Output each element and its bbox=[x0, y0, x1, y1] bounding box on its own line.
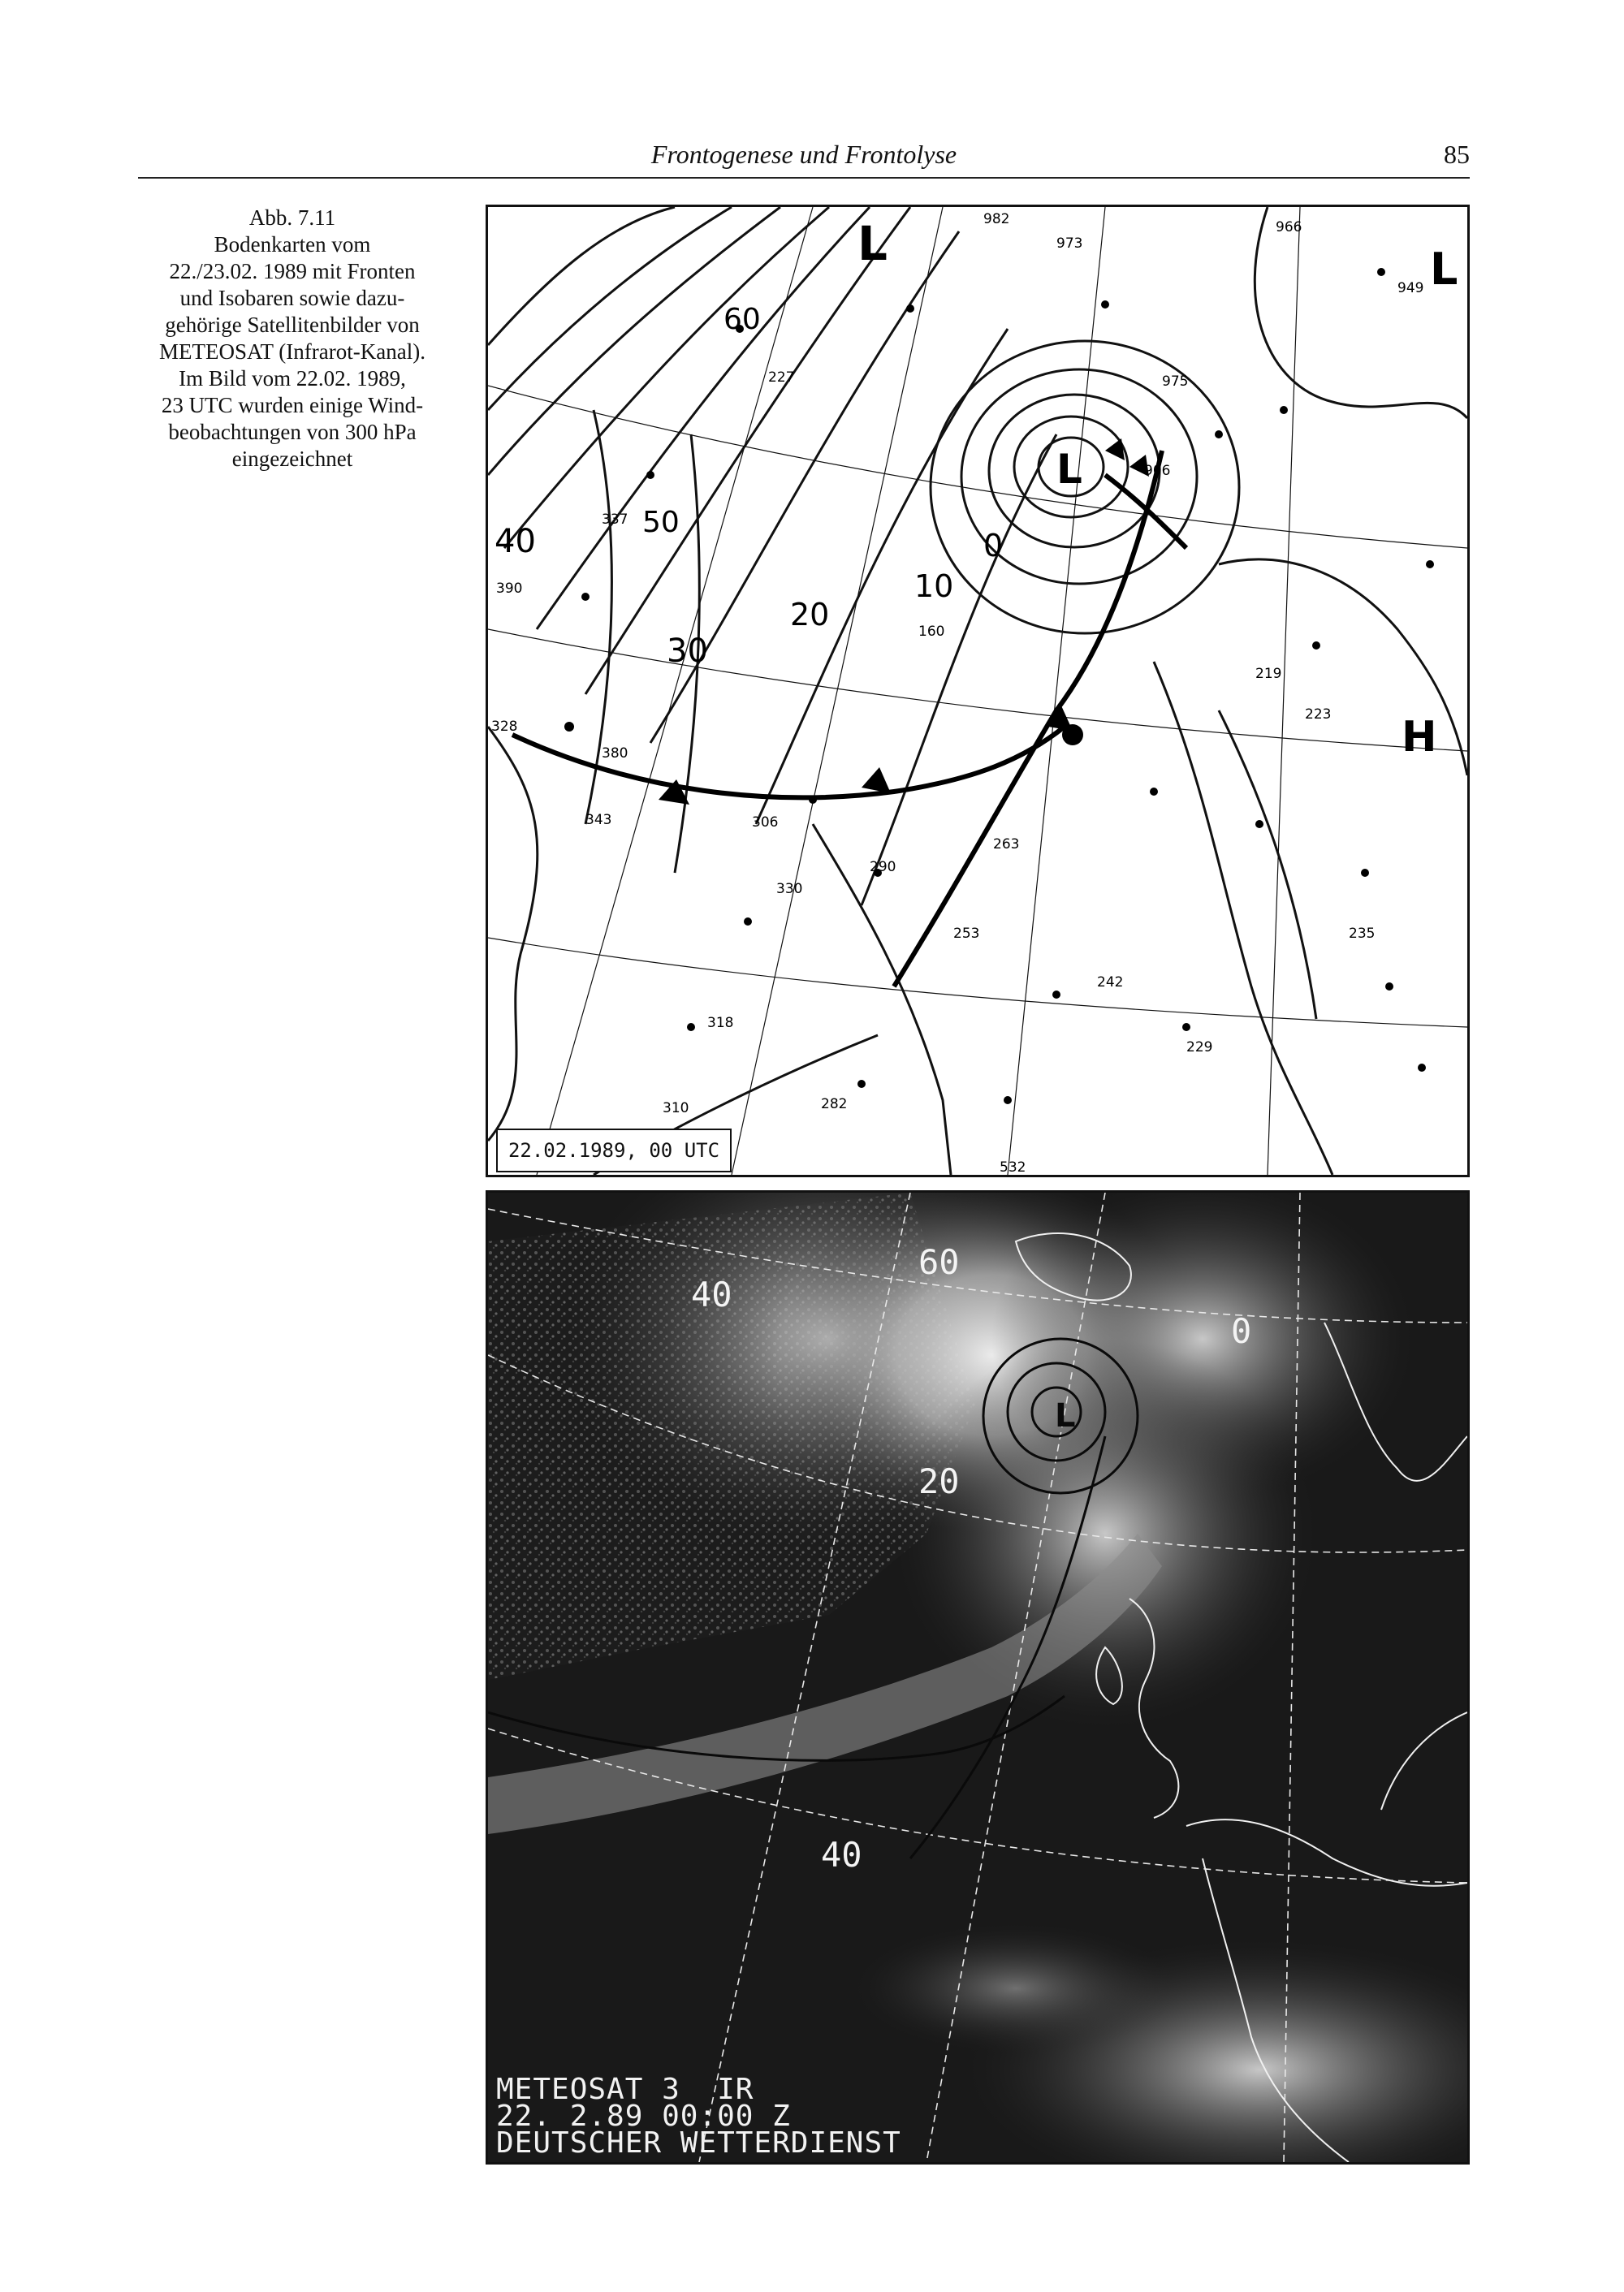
latitude-label: 50 bbox=[642, 506, 680, 539]
grid-label: 40 bbox=[821, 1835, 862, 1875]
front-symbols bbox=[659, 438, 1149, 805]
front-symbol bbox=[862, 767, 891, 793]
low-center-label: L bbox=[857, 216, 888, 271]
longitude-line bbox=[1268, 207, 1300, 1175]
station-value: 227 bbox=[768, 369, 795, 386]
header-rule bbox=[138, 177, 1470, 179]
grid-label: 20 bbox=[918, 1461, 960, 1501]
caption-line: Abb. 7.11 bbox=[248, 205, 336, 230]
station-value: 242 bbox=[1097, 974, 1124, 991]
weather-map-drawing bbox=[488, 207, 1467, 1175]
running-title: Frontogenese und Frontolyse bbox=[650, 140, 957, 169]
satellite-image-drawing bbox=[488, 1193, 1467, 2162]
latitude-label: 60 bbox=[723, 303, 761, 336]
cold-front-line bbox=[894, 451, 1162, 986]
longitude-label: 40 bbox=[699, 329, 701, 330]
meteosat-ir-image bbox=[486, 1190, 1470, 2165]
isobar bbox=[1255, 207, 1467, 418]
grid-label: 60 bbox=[918, 1242, 960, 1282]
caption-line: METEOSAT (Infrarot-Kanal). bbox=[159, 339, 425, 364]
station-value: 906 bbox=[1144, 463, 1171, 479]
longitude-label: 0 bbox=[983, 528, 1004, 563]
caption-line: 23 UTC wurden einige Wind- bbox=[161, 393, 424, 417]
longitude-line bbox=[732, 207, 943, 1175]
latitude-line bbox=[488, 386, 1467, 548]
low-isobar-ring bbox=[931, 341, 1239, 633]
caption-line: gehörige Satellitenbilder von bbox=[165, 313, 420, 337]
latitude-label: 40 bbox=[495, 523, 536, 560]
station-value: 318 bbox=[707, 1015, 734, 1031]
low-center-label: L bbox=[1055, 1397, 1076, 1435]
station-value: 380 bbox=[602, 745, 628, 762]
low-center-label: L bbox=[1056, 446, 1082, 493]
low-center-label: L bbox=[1430, 244, 1458, 295]
station-plot-dots bbox=[564, 268, 1434, 1104]
longitude-label: 10 bbox=[914, 568, 954, 604]
station-value: 532 bbox=[1000, 1159, 1026, 1175]
station-value: 330 bbox=[776, 881, 803, 897]
caption-line: beobachtungen von 300 hPa bbox=[168, 420, 417, 444]
isobar bbox=[862, 434, 1056, 905]
isobar bbox=[488, 207, 675, 345]
stamp-line: DEUTSCHER WETTERDIENST bbox=[496, 2126, 901, 2160]
station-value: 310 bbox=[663, 1100, 689, 1116]
isobar bbox=[813, 824, 951, 1175]
map-date-label: 22.02.1989, 00 UTC bbox=[496, 1129, 732, 1172]
isobar bbox=[585, 410, 611, 824]
station-value: 290 bbox=[870, 859, 896, 875]
station-value: 328 bbox=[491, 719, 518, 735]
figure-caption bbox=[122, 205, 463, 473]
grid-label: 0 bbox=[1231, 1311, 1252, 1351]
station-value: 263 bbox=[993, 836, 1020, 852]
isobar bbox=[488, 207, 732, 410]
station-value: 306 bbox=[752, 814, 779, 831]
stamp-line: METEOSAT 3 IR bbox=[496, 2073, 754, 2106]
running-head bbox=[138, 136, 1470, 179]
longitude-line bbox=[1008, 207, 1105, 1175]
longitude-label: 20 bbox=[790, 597, 830, 632]
station-value: 253 bbox=[953, 926, 980, 942]
station-value: 235 bbox=[1349, 926, 1376, 942]
station-value: 343 bbox=[585, 812, 612, 828]
isobar bbox=[488, 207, 780, 475]
station-value: 973 bbox=[1056, 235, 1083, 252]
isobar bbox=[537, 207, 870, 629]
high-center-label: H bbox=[1402, 713, 1437, 762]
station-value: 390 bbox=[496, 581, 523, 597]
stamp-line: 22. 2.89 00:00 Z bbox=[496, 2100, 791, 2133]
caption-line: und Isobaren sowie dazu- bbox=[179, 286, 405, 310]
station-value: 966 bbox=[1276, 219, 1302, 235]
station-value: 160 bbox=[918, 624, 945, 640]
station-value: 282 bbox=[821, 1096, 848, 1112]
surface-weather-map bbox=[486, 205, 1470, 1177]
station-value: 229 bbox=[1186, 1039, 1213, 1055]
station-value: 982 bbox=[983, 211, 1010, 227]
warm-front-line bbox=[512, 727, 1065, 797]
page-number: 85 bbox=[1444, 140, 1470, 169]
isobar bbox=[1219, 710, 1316, 1019]
satellite-stamp bbox=[496, 2073, 901, 2160]
caption-line: Bodenkarten vom bbox=[214, 232, 371, 257]
latitude-line bbox=[488, 938, 1467, 1027]
caption-line: Im Bild vom 22.02. 1989, bbox=[179, 366, 406, 391]
caption-line: eingezeichnet bbox=[231, 447, 353, 471]
cloud-mass bbox=[853, 1923, 1178, 2053]
caption-line: 22./23.02. 1989 mit Fronten bbox=[169, 259, 416, 283]
isobar bbox=[1154, 662, 1332, 1175]
longitude-label: 30 bbox=[667, 632, 708, 670]
grid-label: 40 bbox=[691, 1275, 732, 1314]
station-value: 223 bbox=[1305, 706, 1332, 723]
station-value: 337 bbox=[602, 511, 628, 528]
front-symbol bbox=[1105, 438, 1125, 460]
isobar bbox=[488, 727, 538, 1141]
station-value: 949 bbox=[1397, 280, 1424, 296]
station-value: 219 bbox=[1255, 666, 1282, 682]
station-value: 975 bbox=[1162, 373, 1189, 390]
latitude-line bbox=[488, 629, 1467, 751]
isobar bbox=[756, 329, 1008, 824]
